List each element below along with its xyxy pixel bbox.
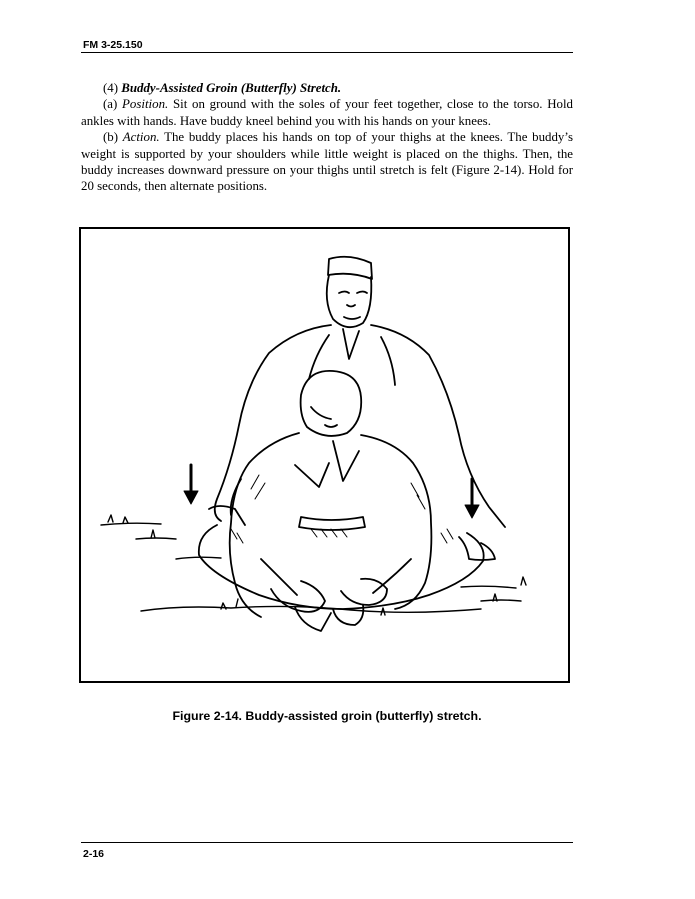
- page-number: 2-16: [83, 848, 105, 860]
- action-paragraph: [81, 129, 573, 195]
- section-heading: [81, 80, 573, 96]
- action-lead: Action.: [122, 130, 160, 145]
- position-text: Sit on ground with the soles of your feet together, close to the torso. Hold ankles with hands. Have buddy kneel behind you with his hands on your knees.: [81, 97, 573, 128]
- position-lead: Position.: [122, 97, 169, 112]
- heading-title: Buddy-Assisted Groin (Butterfly) Stretch.: [121, 81, 342, 95]
- figure-caption: Figure 2-14. Buddy-assisted groin (butterfly) stretch.: [172, 709, 482, 723]
- position-label: (a): [103, 97, 118, 112]
- position-paragraph: [81, 96, 573, 129]
- heading-number: (4): [103, 81, 119, 95]
- buddy-figure: [209, 257, 505, 560]
- right-arrow-head-icon: [465, 505, 479, 518]
- shading-lines: [231, 475, 453, 543]
- figure-frame: [79, 227, 570, 683]
- ground-line: [101, 515, 526, 615]
- butterfly-stretch-illustration: [81, 229, 568, 681]
- action-text: The buddy places his hands on top of your thighs at the knees. The buddy’s weight is supported by your shoulders while little weight is placed on the thighs. Then, the buddy increases downward pressure on your thighs until stretch is felt (Figure 2-14). Hold for 20 seconds, then alternate positions.: [81, 130, 573, 194]
- left-arrow-head-icon: [184, 491, 198, 504]
- action-label: (b): [103, 130, 119, 145]
- manual-id: FM 3-25.150: [83, 39, 143, 51]
- body-text: [81, 80, 573, 195]
- header-rule: [81, 52, 573, 53]
- footer-rule: [81, 842, 573, 843]
